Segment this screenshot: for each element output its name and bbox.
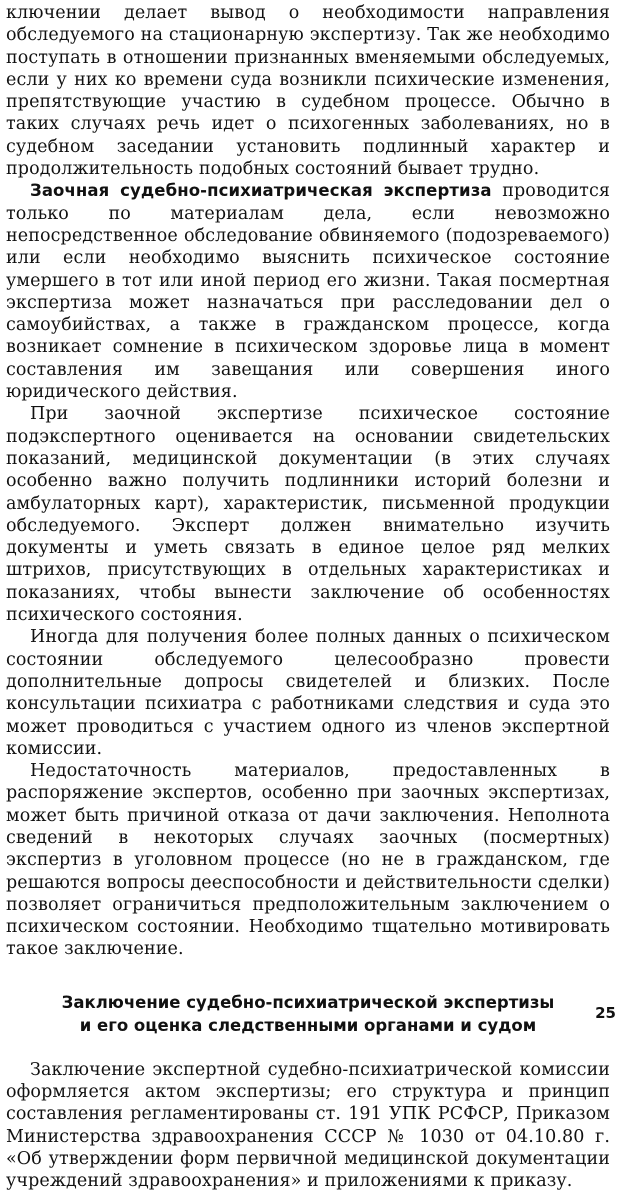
section-heading-line-1: Заключение судебно-психиатрической экспертизы — [61, 992, 555, 1012]
term-remote-expertise: Заочная судебно-психиатрическая экспертиза — [30, 181, 492, 201]
paragraph-insufficient-materials: Недостаточность материалов, предоставленных в распоряжение экспертов, особенно при заочных экспертизах, может быть причиной отказа от дачи заключения. Неполнота сведений в некоторых случаях заочных (посмертных) экспертиз в уголовном процессе (но не в гражданском, где решаются вопросы дееспособности и действительности сделки) позволяет ограничиться предположительным заключением о психическом состоянии. Необходимо тщательно мотивировать такое заключение. — [6, 761, 610, 960]
paragraph-assessment-basis: При заочной экспертизе психическое состояние подэкспертного оценивается на основании свидетельских показаний, медицинской документации (в этих случаях особенно важно получить подлинники историй болезни и амбулаторных карт), характеристик, письменной продукции обследуемого. Эксперт должен внимательно изучить документы и уметь связать в единое целое ряд мелких штрихов, присутствующих в отдельных характеристиках и показаниях, чтобы вынести заключение об особенностях психического состояния. — [6, 404, 610, 626]
paragraph-expert-conclusion: Заключение экспертной судебно-психиатрической комиссии оформляется актом экспертизы; его структура и принцип составления регламентированы ст. 191 УПК РСФСР, Приказом Министерства здравоохранения СССР № 1030 от 04.10.80 г. «Об утверждении форм первичной медицинской документации учреждений здравоохранения» и приложениями к приказу. — [6, 1059, 610, 1192]
paragraph-remote-expertise — [6, 180, 610, 403]
document-page — [6, 2, 610, 1192]
section-heading-line-2: и его оценка следственными органами и судом — [79, 1015, 537, 1035]
paragraph-additional-interviews: Иногда для получения более полных данных о психическом состоянии обследуемого целесообразно провести дополнительные допросы свидетелей и близких. После консультации психиатра с работниками следствия и суда это может проводиться с участием одного из членов экспертной комиссии. — [6, 627, 610, 759]
paragraph-continuation: ключении делает вывод о необходимости направления обследуемого на стационарную экспертизу. Так же необходимо поступать в отношении признанных вменяемыми обследуемых, если у них ко времени суда возникли психические изменения, препятствующие участию в судебном процессе. Обычно в таких случаях речь идет о психогенных заболеваниях, но в судебном заседании установить подлинный характер и продолжительность подобных состояний бывает трудно. — [6, 3, 610, 180]
page-number: 25 — [595, 1004, 616, 1022]
section-heading — [6, 991, 610, 1037]
paragraph-remote-expertise-text: проводится только по материалам дела, если невозможно непосредственное обследование обвиняемого (подозреваемого) или если необходимо выяснить психическое состояние умершего в тот или иной период его жизни. Такая посмертная экспертиза может назначаться при расследовании дел о самоубийствах, а также в гражданском процессе, когда возникает сомнение в психическом здоровье лица в момент составления им завещания или совершения иного юридического действия. — [6, 181, 610, 403]
